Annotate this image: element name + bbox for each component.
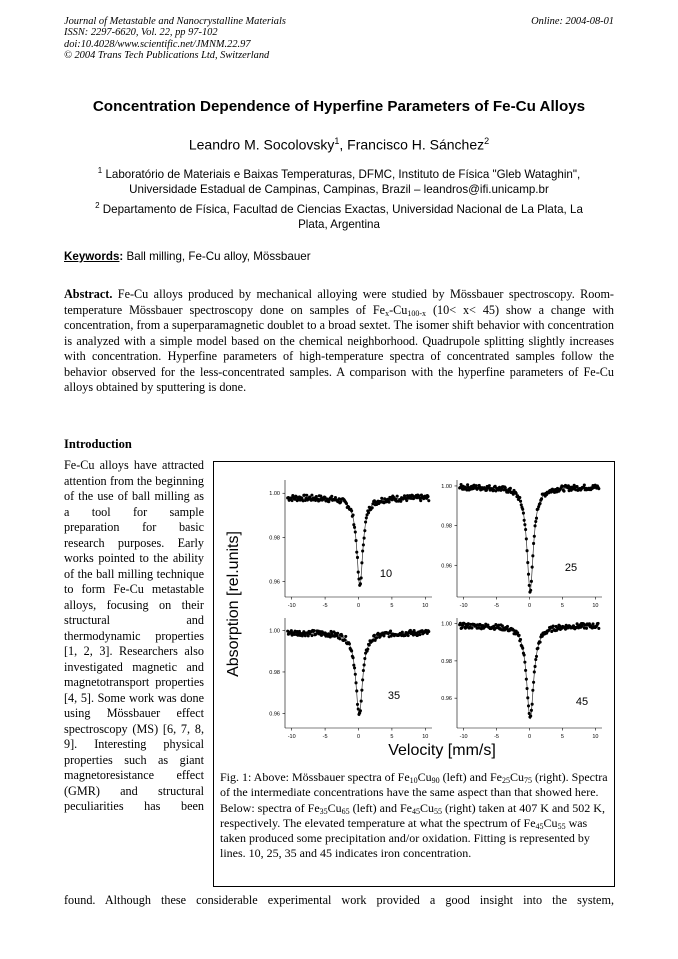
introduction-heading: Introduction [64, 437, 132, 451]
data-point [354, 531, 357, 534]
data-point [460, 626, 463, 629]
x-tick-label: 5 [560, 603, 564, 609]
data-point [360, 700, 363, 703]
figure-caption [220, 770, 608, 862]
author-1-affil: 1 [334, 136, 340, 146]
data-point [562, 490, 565, 493]
data-point [527, 704, 530, 707]
data-point [339, 501, 342, 504]
data-point [401, 631, 404, 634]
mossbauer-spectra-figure [214, 462, 614, 766]
data-point [521, 647, 524, 650]
data-point [357, 571, 360, 574]
caption-text: Cu [327, 800, 342, 815]
affiliation-2-line2: Plata, Argentina [298, 218, 380, 232]
x-tick-label: -10 [459, 734, 468, 740]
author-1: Leandro M. Socolovsky [188, 136, 335, 153]
x-axis-title: Velocity [mm/s] [388, 742, 496, 759]
spectrum-panel-35 [269, 618, 432, 740]
data-point [354, 539, 357, 542]
data-point [475, 484, 478, 487]
author-2-affil: 2 [484, 136, 490, 146]
data-point [525, 537, 528, 540]
abstract [64, 287, 614, 396]
y-tick-label: 0.98 [441, 658, 452, 665]
y-tick-label: 1.00 [441, 483, 452, 490]
data-point [525, 678, 528, 681]
abstract-text-3: (10< x< 45) show a change with concentration, from a superparamagnetic doublet to a broad sextet. The isomer shift behavior with concentration is analyzed with a simple model based on the chemical neighborhood. Quadrupole splitting slightly increases with concentration. Hyperfine parameters of high-temperature spectra of concentrated samples follow the behavior observed for the less-concentrated samples. A comparison with the hyperfine parameters of Fe-Cu alloys obtained by sputtering is done. [64, 302, 614, 394]
caption-sub: 65 [341, 806, 350, 816]
caption-sub: 35 [319, 806, 328, 816]
data-point [523, 523, 526, 526]
data-point [407, 634, 410, 637]
data-point [359, 582, 362, 585]
data-point [531, 703, 534, 706]
y-tick-label: 0.96 [269, 579, 280, 586]
data-point [310, 634, 313, 637]
caption-sub: 45 [411, 806, 420, 816]
data-point [365, 516, 368, 519]
x-tick-label: 10 [422, 734, 429, 740]
issn: ISSN: 2297-6620, Vol. 22, pp 97-102 [64, 27, 218, 39]
data-point [534, 658, 537, 661]
data-point [427, 630, 430, 633]
x-tick-label: 0 [356, 734, 361, 740]
data-point [536, 647, 539, 650]
data-point [519, 500, 522, 503]
data-point [375, 636, 378, 639]
y-tick-label: 0.96 [269, 711, 280, 718]
y-tick-label: 1.00 [269, 491, 280, 498]
data-point [533, 665, 536, 668]
data-point [352, 513, 355, 516]
data-point [341, 634, 344, 637]
data-point [313, 629, 316, 632]
data-point [532, 542, 535, 545]
data-point [519, 638, 522, 641]
data-point [530, 580, 533, 583]
data-point [529, 715, 532, 718]
data-point [364, 520, 367, 523]
data-point [531, 689, 534, 692]
y-tick-label: 1.00 [269, 628, 280, 635]
caption-sub: 75 [523, 776, 532, 785]
data-point [534, 520, 537, 523]
author-line [0, 136, 678, 153]
data-point [540, 497, 543, 500]
x-tick-label: -10 [459, 603, 468, 609]
data-point [526, 561, 529, 564]
abstract-label: Abstract. [64, 287, 113, 301]
data-point [336, 632, 339, 635]
data-point [356, 703, 359, 706]
introduction-continuation: found. Although these considerable experimental work provided a good insight into the system, [64, 893, 614, 907]
data-point [352, 656, 355, 659]
author-2: Francisco H. Sánchez [347, 136, 485, 153]
x-tick-label: 0 [356, 603, 361, 609]
data-point [396, 495, 399, 498]
data-point [373, 634, 376, 637]
data-point [591, 622, 594, 625]
data-point [388, 501, 391, 504]
keywords [64, 250, 311, 263]
data-point [360, 576, 363, 579]
y-tick-label: 0.98 [269, 535, 280, 542]
data-point [363, 529, 366, 532]
y-tick-label: 0.98 [441, 523, 452, 530]
x-tick-label: 5 [390, 734, 394, 740]
affiliation-2 [64, 198, 614, 233]
caption-text: Cu [543, 815, 558, 830]
data-point [470, 626, 473, 629]
data-point [521, 508, 524, 511]
data-point [380, 497, 383, 500]
keywords-label: Keywords [64, 250, 120, 263]
author-separator: , [339, 136, 348, 153]
data-point [350, 649, 353, 652]
x-tick-label: -5 [322, 734, 328, 740]
data-point [488, 484, 491, 487]
copyright: © 2004 Trans Tech Publications Ltd, Switzerland [64, 49, 270, 61]
data-point [576, 622, 579, 625]
data-point [382, 634, 385, 637]
data-point [597, 487, 600, 490]
data-point [361, 678, 364, 681]
concentration-label: 10 [379, 568, 393, 580]
affiliation-1-number: 1 [97, 166, 103, 175]
affiliation-1-line2: Universidade Estadual de Campinas, Campinas, Brazil – leandros@ifi.unicamp.br [129, 183, 549, 197]
data-point [367, 511, 370, 514]
affiliation-1 [64, 163, 614, 198]
data-point [518, 634, 521, 637]
data-point [348, 642, 351, 645]
data-point [552, 625, 555, 628]
x-tick-label: -5 [494, 603, 499, 609]
data-point [427, 499, 430, 502]
concentration-label: 35 [387, 690, 401, 702]
spectrum-panel-10 [269, 480, 432, 609]
data-point [353, 666, 356, 669]
data-point [531, 554, 534, 557]
data-point [368, 643, 371, 646]
caption-sub: 55 [433, 806, 442, 816]
data-point [523, 519, 526, 522]
data-point [360, 689, 363, 692]
y-tick-label: 0.98 [269, 669, 280, 676]
data-point [533, 524, 536, 527]
data-point [526, 696, 529, 699]
abstract-sub-100x: 100-x [407, 308, 427, 318]
caption-sub: 45 [535, 821, 544, 831]
caption-sub: 90 [431, 776, 440, 785]
data-point [418, 633, 421, 636]
data-point [362, 543, 365, 546]
running-header [64, 16, 286, 61]
data-point [345, 502, 348, 505]
caption-sub: 25 [501, 776, 510, 785]
data-point [523, 654, 526, 657]
x-tick-label: -5 [322, 603, 328, 609]
data-point [524, 669, 527, 672]
data-point [310, 494, 313, 497]
data-point [523, 661, 526, 664]
data-point [354, 681, 357, 684]
data-point [354, 673, 357, 676]
data-point [531, 566, 534, 569]
caption-sub: 55 [557, 821, 566, 831]
data-point [305, 494, 308, 497]
data-point [518, 496, 521, 499]
data-point [405, 499, 408, 502]
affiliation-1-line1: Laboratório de Materiais e Baixas Temperaturas, DFMC, Instituto de Física "Gleb Wataghin", [105, 167, 581, 181]
data-point [343, 638, 346, 641]
data-point [389, 629, 392, 632]
y-tick-label: 0.96 [441, 696, 452, 703]
x-tick-label: 10 [592, 603, 599, 609]
data-point [539, 502, 542, 505]
caption-text: Cu [417, 770, 432, 784]
data-point [522, 512, 525, 515]
data-point [338, 637, 341, 640]
data-point [353, 526, 356, 529]
data-point [528, 584, 531, 587]
caption-text: Fig. 1: Above: Mössbauer spectra of Fe [220, 770, 410, 784]
data-point [355, 551, 358, 554]
keywords-colon: : [119, 250, 124, 263]
x-tick-label: 5 [390, 603, 394, 609]
concentration-label: 45 [575, 696, 589, 708]
x-tick-label: -10 [287, 734, 296, 740]
data-point [527, 573, 530, 576]
abstract-sub-x: x [385, 308, 390, 318]
x-tick-label: -5 [494, 734, 499, 740]
x-tick-label: 10 [422, 603, 429, 609]
data-point [532, 681, 535, 684]
abstract-text-2: -Cu [389, 302, 408, 317]
journal-name: Journal of Metastable and Nanocrystalline Materials [64, 16, 286, 27]
data-point [526, 687, 529, 690]
data-point [315, 495, 318, 498]
x-tick-label: -10 [287, 603, 296, 609]
data-point [539, 641, 542, 644]
y-tick-label: 0.96 [441, 563, 452, 570]
data-point [361, 549, 364, 552]
data-point [359, 709, 362, 712]
data-point [371, 506, 374, 509]
data-point [363, 663, 366, 666]
keywords-text: Ball milling, Fe-Cu alloy, Mössbauer [123, 250, 311, 263]
data-point [352, 523, 355, 526]
concentration-label: 25 [564, 562, 578, 574]
y-tick-label: 1.00 [441, 621, 452, 628]
caption-text: Cu [419, 800, 434, 815]
data-point [526, 549, 529, 552]
data-point [350, 509, 353, 512]
abstract-text-1: Fe-Cu alloys produced by mechanical alloying were studied by Mössbauer spectroscopy. Room-temperature Mössbauer spectroscopy done on samples of Fe [64, 287, 614, 317]
spectrum-panel-25 [441, 480, 602, 609]
data-point [360, 561, 363, 564]
data-point [506, 625, 509, 628]
data-point [524, 528, 527, 531]
data-point [509, 487, 512, 490]
caption-text: (right). Spectra of the intermediate concentrations have the same aspect than that showed here. Below: spectra of Fe [220, 770, 608, 815]
x-tick-label: 5 [560, 734, 564, 740]
data-point [529, 589, 532, 592]
caption-text: Cu [509, 770, 524, 784]
x-tick-label: 0 [527, 603, 532, 609]
y-axis-title: Absorption [rel.units] [225, 531, 242, 677]
introduction-column-text: Fe-Cu alloys have attracted attention from the beginning of the use of ball milling as a tool for sample preparation for basic research purposes. Early works pointed to the ability of the ball milling technique to form Fe-Cu metastable alloys, focusing on their structural and thermodynamic properties [1, 2, 3]. Researchers also investigated magnetic and magnetotransport properties [4, 5]. Some work was done using Mössbauer effect spectroscopy (MS) [6, 7, 8, 9]. Interesting physical properties such as giant magnetoresistance effect (GMR) and structural peculiarities has been [64, 458, 204, 813]
data-point [330, 495, 333, 498]
caption-text: was taken produced some precipitation and/or oxidation. Fitting is represented by lines. 10, 25, 35 and 45 indicates iron concentration. [220, 815, 590, 861]
data-point [344, 635, 347, 638]
data-point [352, 664, 355, 667]
data-point [533, 670, 536, 673]
spectrum-panel-45 [441, 618, 602, 740]
data-point [535, 517, 538, 520]
data-point [419, 499, 422, 502]
caption-text: (left) and Fe [439, 770, 502, 784]
affiliation-2-number: 2 [95, 201, 100, 210]
data-point [427, 495, 430, 498]
x-tick-label: 0 [527, 734, 532, 740]
caption-sub: 10 [409, 776, 418, 785]
paper-title: Concentration Dependence of Hyperfine Parameters of Fe-Cu Alloys [92, 98, 586, 115]
online-date: Online: 2004-08-01 [531, 16, 614, 27]
data-point [355, 689, 358, 692]
data-point [363, 537, 366, 540]
data-point [597, 627, 600, 630]
data-point [362, 669, 365, 672]
affiliation-2-line1: Departamento de Física, Facultad de Ciencias Exactas, Universidad Nacional de La Plata, La [102, 202, 583, 216]
data-point [585, 627, 588, 630]
data-point [530, 709, 533, 712]
doi: doi:10.4028/www.scientific.net/JMNM.22.97 [64, 38, 251, 50]
data-point [533, 535, 536, 538]
data-point [535, 655, 538, 658]
data-point [583, 483, 586, 486]
data-point [356, 556, 359, 559]
data-point [366, 648, 369, 651]
caption-text: (right) taken at 407 K and 502 K, respectively. The elevated temperature at what the spectrum of Fe [220, 800, 605, 830]
caption-text: (left) and Fe [349, 800, 412, 815]
data-point [363, 657, 366, 660]
data-point [597, 622, 600, 625]
x-tick-label: 10 [592, 734, 599, 740]
